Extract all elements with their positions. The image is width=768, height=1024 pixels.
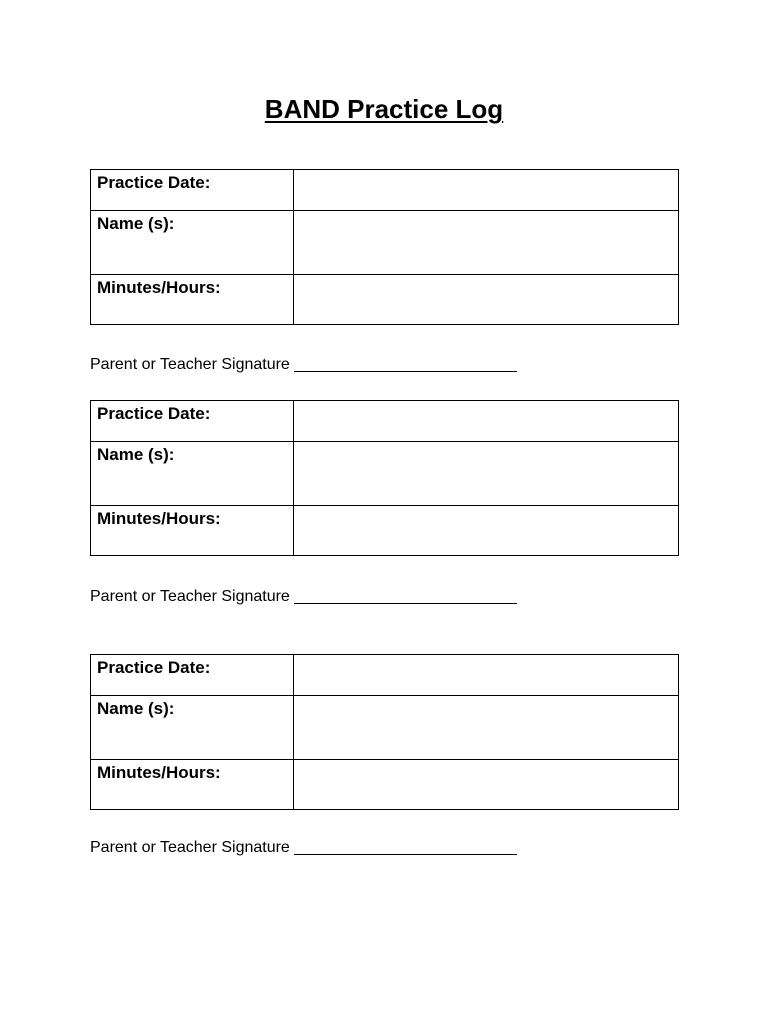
practice-log-table xyxy=(90,169,679,325)
name-field[interactable] xyxy=(294,442,679,506)
practice-log-table xyxy=(90,654,679,810)
name-label: Name (s): xyxy=(91,442,294,506)
table-row xyxy=(91,275,679,325)
table-row xyxy=(91,696,679,760)
practice-date-label: Practice Date: xyxy=(91,401,294,442)
table-row xyxy=(91,170,679,211)
minutes-hours-field[interactable] xyxy=(294,760,679,810)
minutes-hours-label: Minutes/Hours: xyxy=(91,506,294,556)
minutes-hours-label: Minutes/Hours: xyxy=(91,275,294,325)
table-row xyxy=(91,401,679,442)
practice-date-field[interactable] xyxy=(294,655,679,696)
name-field[interactable] xyxy=(294,211,679,275)
table-row xyxy=(91,506,679,556)
name-label: Name (s): xyxy=(91,211,294,275)
signature-line[interactable]: Parent or Teacher Signature _________________________ xyxy=(90,356,517,373)
table-row xyxy=(91,442,679,506)
signature-line[interactable]: Parent or Teacher Signature _________________________ xyxy=(90,839,517,856)
table-row xyxy=(91,211,679,275)
table-row xyxy=(91,760,679,810)
practice-date-field[interactable] xyxy=(294,170,679,211)
name-field[interactable] xyxy=(294,696,679,760)
page-title: BAND Practice Log xyxy=(264,94,504,124)
practice-date-field[interactable] xyxy=(294,401,679,442)
signature-line[interactable]: Parent or Teacher Signature _________________________ xyxy=(90,588,517,605)
minutes-hours-field[interactable] xyxy=(294,506,679,556)
minutes-hours-label: Minutes/Hours: xyxy=(91,760,294,810)
minutes-hours-field[interactable] xyxy=(294,275,679,325)
practice-date-label: Practice Date: xyxy=(91,655,294,696)
practice-log-table xyxy=(90,400,679,556)
name-label: Name (s): xyxy=(91,696,294,760)
practice-date-label: Practice Date: xyxy=(91,170,294,211)
table-row xyxy=(91,655,679,696)
